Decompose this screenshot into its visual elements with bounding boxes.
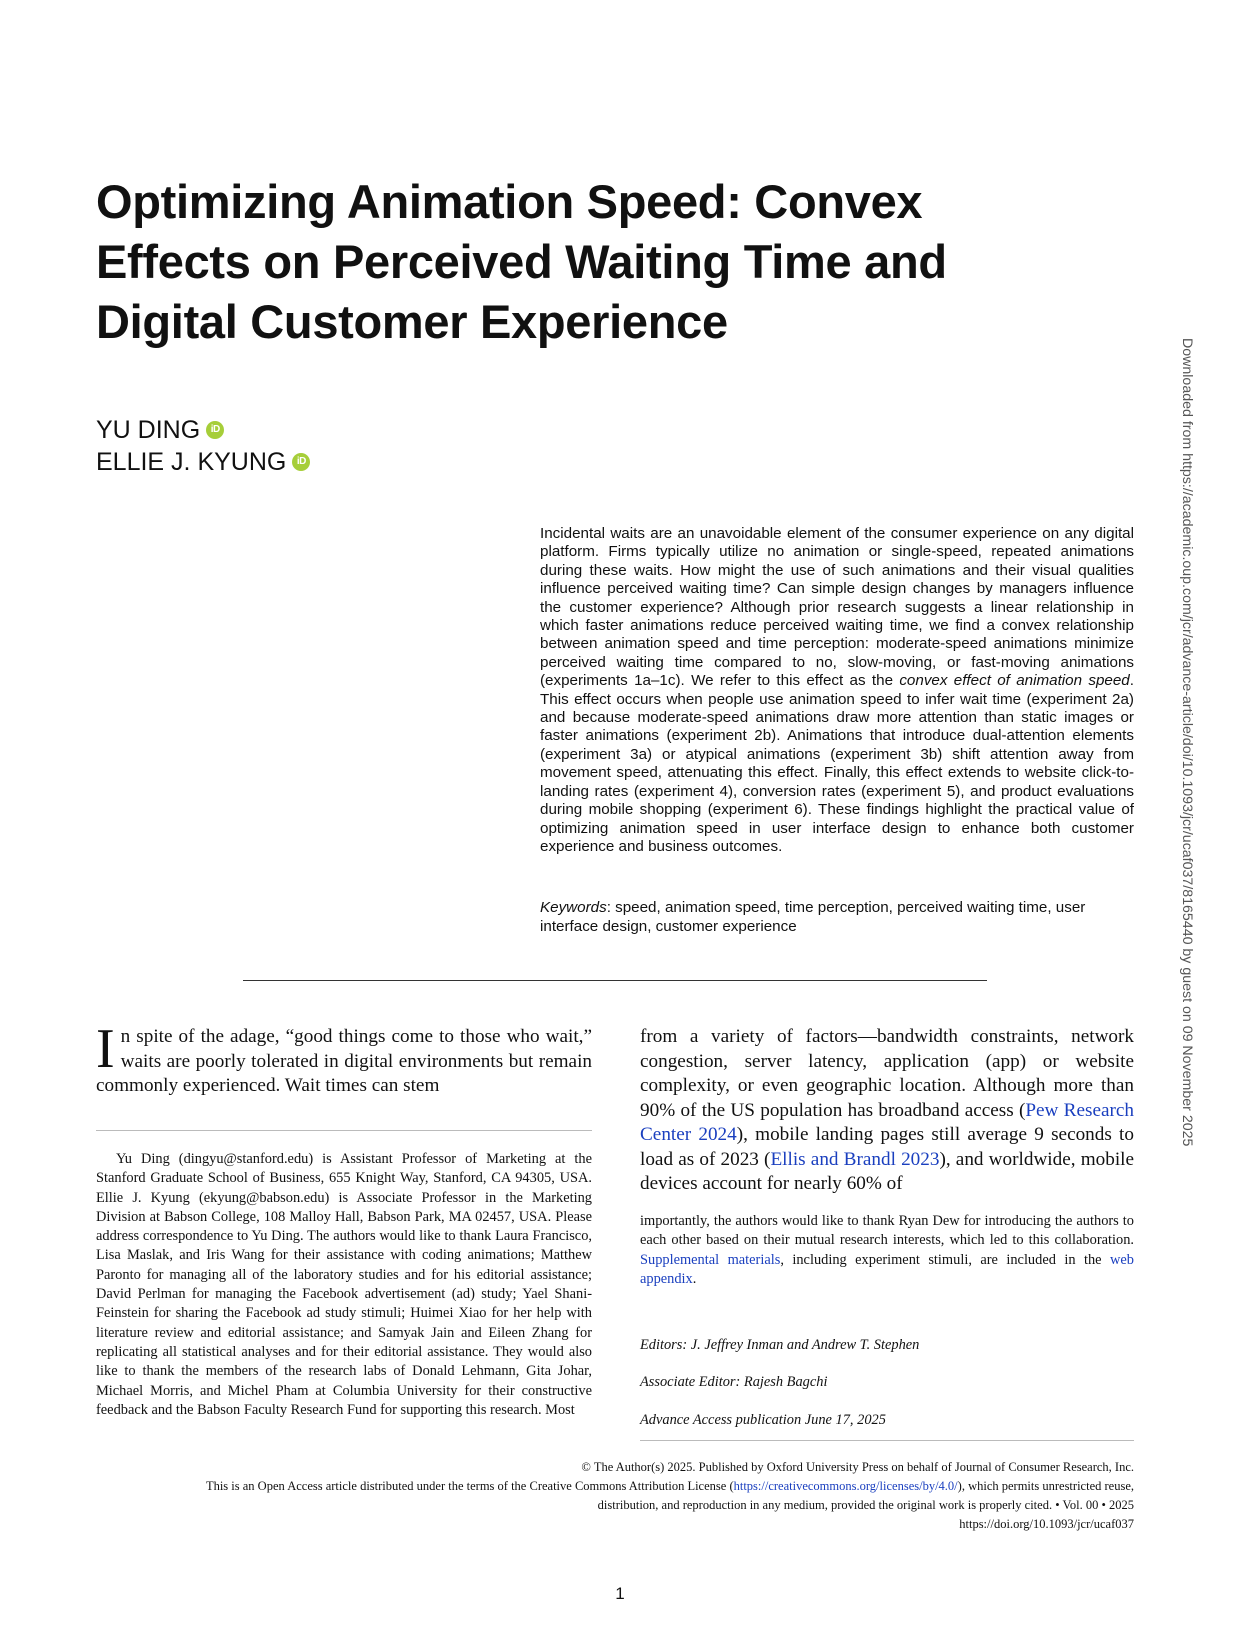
orcid-icon[interactable]: iD (292, 453, 310, 471)
title-line: Digital Customer Experience (96, 295, 728, 348)
keywords-label: Keywords (540, 899, 607, 916)
section-divider (243, 980, 987, 981)
license-text: This is an Open Access article distributed under the terms of the Creative Commons Attribution License ( (205, 1479, 734, 1493)
body-text: from a variety of factors—bandwidth constraints, network congestion, server latency, application (app) or website complexity, or even geographic location. Although more than 90% of the US population has broadband access ( (640, 1026, 1134, 1121)
abstract-text: Incidental waits are an unavoidable element of the consumer experience on any digital platform. Firms typically utilize no animation or single-speed, repeated animations during these waits. How might the use of such animations and their visual qualities influence perceived waiting time? Can simple design changes by managers influence the customer experience? Although prior research suggests a linear relationship in which faster animations reduce perceived waiting time, we find a convex relationship between animation speed and time perception: moderate-speed animations minimize perceived waiting time compared to no, slow-moving, or fast-moving animations (experiments 1a–1c). We refer to this effect as the (540, 525, 1134, 690)
abstract-text: . This effect occurs when people use animation speed to infer wait time (experiment 2a) and because moderate-speed animations draw more attention than static images or faster animations (experiment 2b). Animations that introduce dual-attention elements (experiment 3a) or atypical animations (experiment 3b) shift attention away from movement speed, attenuating this effect. Finally, this effect extends to website click-to-landing rates (experiment 4), conversion rates (experiment 5), and product evaluations during mobile shopping (experiment 6). These findings highlight the practical value of optimizing animation speed in user interface design to enhance both customer experience and business outcomes. (540, 672, 1134, 855)
doi-line: https://doi.org/10.1093/jcr/ucaf037 (959, 1517, 1134, 1531)
keywords-text: : speed, animation speed, time perception, perceived waiting time, user interface design, customer experience (540, 899, 1086, 935)
download-sidebar: Downloaded from https://academic.oup.com/jcr/advance-article/doi/10.1093/jcr/ucaf037/8165440 by guest on 09 November 2025 (1179, 338, 1195, 1147)
author-entry (96, 414, 310, 446)
web-appendix-link[interactable]: web appendix (640, 1251, 1134, 1287)
page-number: 1 (615, 1584, 625, 1603)
body-text: ), mobile landing pages still average 9 seconds to load as of 2023 ( (640, 1124, 1134, 1170)
drop-cap: I (96, 1018, 115, 1080)
body-text: n spite of the adage, “good things come to those who wait,” waits are poorly tolerated in digital environments but remain commonly experienced. Wait times can stem (96, 1026, 592, 1096)
body-column-right (640, 1025, 1134, 1197)
title-line: Effects on Perceived Waiting Time and (96, 235, 947, 288)
footnote-text: Yu Ding (dingyu@stanford.edu) is Assistant Professor of Marketing at the Stanford Graduate School of Business, 655 Knight Way, Stanford, CA 94305, USA. Ellie J. Kyung (ekyung@babson.edu) is Associate Professor in the Marketing Division at Babson College, 108 Malloy Hall, Babson Park, MA 02457, USA. Please address correspondence to Yu Ding. The authors would like to thank Laura Francisco, Lisa Maslak, and Iris Wang for their assistance with coding animations; Matthew Paronto for managing all of the laboratory studies and for his editorial assistance; David Perlman for managing the Facebook advertisement (ad) study; Yael Shani-Feinstein for sharing the Facebook ad study stimuli; Huimei Xiao for her help with literature review and editorial assistance; and Samyak Jain and Eileen Zhang for replicating all statistical analyses and for their editorial assistance. They would also like to thank the members of the research labs of Donald Lehmann, Gita Johar, Michael Morris, and Michel Pham at Columbia University for their constructive feedback and the Babson Faculty Research Fund for supporting this research. Most (96, 1151, 592, 1418)
keywords (540, 898, 1134, 936)
editors-line: Editors: J. Jeffrey Inman and Andrew T. Stephen (640, 1337, 920, 1353)
author-footnote-continued (640, 1212, 1134, 1289)
copyright-line: © The Author(s) 2025. Published by Oxford University Press on behalf of Journal of Consumer Research, Inc. (581, 1460, 1134, 1474)
footnote-divider (640, 1440, 1134, 1441)
abstract-italic-term: convex effect of animation speed (899, 672, 1130, 690)
body-text: ), and worldwide, mobile devices account for nearly 60% of (640, 1148, 1134, 1194)
title-line: Optimizing Animation Speed: Convex (96, 175, 923, 228)
supplemental-link[interactable]: Supplemental materials (640, 1251, 781, 1268)
orcid-icon[interactable]: iD (206, 421, 224, 439)
citation-link[interactable]: Ellis and Brandl 2023 (770, 1148, 940, 1170)
license-line: distribution, and reproduction in any medium, provided the original work is properly cited. • Vol. 00 • 2025 (597, 1498, 1134, 1512)
author-list (96, 414, 310, 478)
author-footnote (96, 1150, 592, 1420)
associate-editor-line: Associate Editor: Rajesh Bagchi (640, 1374, 828, 1390)
author-name: ELLIE J. KYUNG (96, 448, 287, 476)
abstract (540, 525, 1134, 856)
footnote-divider (96, 1130, 592, 1131)
footnote-text: . (692, 1270, 697, 1287)
publication-line: Advance Access publication June 17, 2025 (640, 1412, 886, 1428)
footnote-text: , including experiment stimuli, are included in the (780, 1251, 1111, 1268)
license-text: ), which permits unrestricted reuse, (957, 1479, 1134, 1493)
footnote-text: importantly, the authors would like to thank Ryan Dew for introducing the authors to each other based on their mutual research interests, which led to this collaboration. (640, 1213, 1134, 1249)
citation-link[interactable]: Pew Research Center 2024 (640, 1099, 1134, 1145)
license-block (96, 1458, 1134, 1534)
author-name: YU DING (96, 416, 201, 444)
author-entry (96, 446, 310, 478)
body-column-left (96, 1018, 592, 1099)
license-link[interactable]: https://creativecommons.org/licenses/by/4.0/ (733, 1479, 958, 1493)
article-title (96, 172, 1056, 352)
license-line (96, 1477, 1134, 1496)
